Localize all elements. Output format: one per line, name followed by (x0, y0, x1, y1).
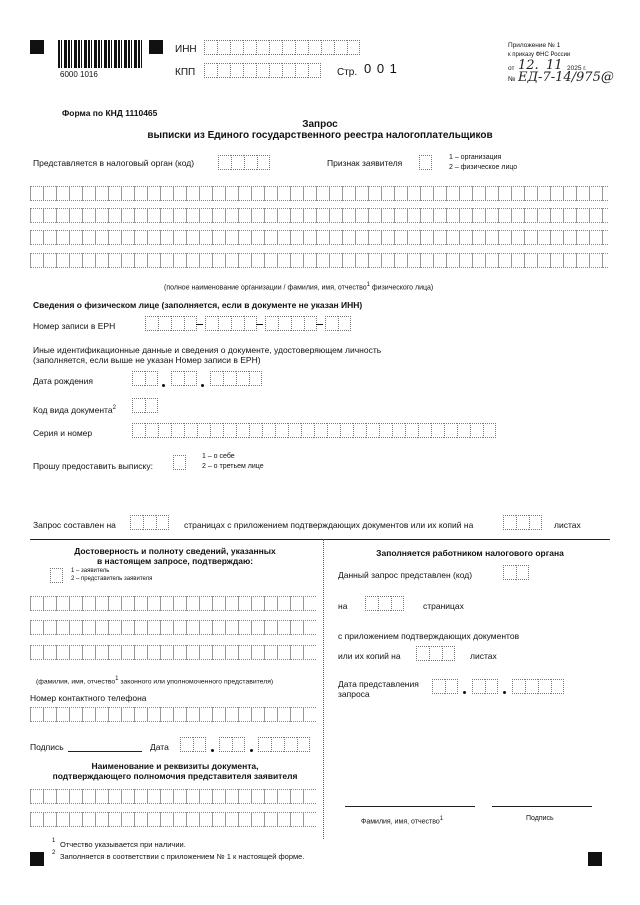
fio-row-2[interactable] (30, 620, 316, 635)
birth-month-field[interactable] (171, 371, 197, 386)
org-name-row-2[interactable] (30, 208, 608, 223)
footnote-1-text: Отчество указывается при наличии. (60, 840, 186, 849)
auth-doc-title-line2: подтверждающего полномочия представителя заявителя (52, 771, 298, 781)
submit-day-field[interactable] (432, 679, 458, 694)
other-ident-line1: Иные идентификационные данные и сведения о документе, удостоверяющем личность (33, 345, 382, 355)
pages-count-field[interactable] (130, 515, 169, 530)
auth-doc-title-line1: Наименование и реквизиты документа, (91, 761, 259, 771)
appendix-year: 2025 г. (567, 65, 587, 72)
applicant-option-2: 2 – физическое лицо (449, 164, 518, 171)
appendix-number: ЕД-7-14/975@ (518, 70, 614, 85)
employee-signature-label: Подпись (526, 815, 554, 822)
barcode-number: 6000 1016 (60, 70, 98, 79)
applicant-sign-field[interactable] (419, 155, 432, 170)
employee-fio-line[interactable] (345, 806, 475, 807)
column-divider (323, 539, 324, 839)
footnote-2-text: Заполняется в соответствии с приложением № 1 к настоящей форме. (60, 852, 305, 861)
ern-label: Номер записи в ЕРН (33, 321, 116, 331)
corner-marker-bottom-left (30, 852, 44, 866)
title-line1: Запрос (302, 119, 338, 130)
submit-date-label-line2: запроса (338, 689, 370, 699)
submitted-label: Данный запрос представлен (код) (338, 570, 473, 580)
ern-field-part4[interactable] (325, 316, 351, 331)
corner-marker-top-left (30, 40, 44, 54)
confirm-role-field[interactable] (50, 568, 63, 583)
tax-authority-code-field[interactable] (218, 155, 270, 170)
org-name-caption: (полное наименование организации / фамилия, имя, отчество$^1$ физического лица) (164, 282, 434, 292)
tax-authority-label: Представляется в налоговый орган (код) (33, 158, 195, 168)
other-ident-line2: (заполняется, если выше не указан Номер записи в ЕРН) (33, 355, 261, 365)
submit-year-field[interactable] (512, 679, 564, 694)
fio-caption: (фамилия, имя, отчество$^1$ законного или уполномоченного представителя) (36, 676, 274, 686)
right-title: Заполняется работником налогового органа (376, 548, 564, 558)
doc-type-field[interactable] (132, 398, 158, 413)
submit-date-dot-1 (463, 691, 466, 694)
submit-date-label-line1: Дата представления (338, 679, 419, 689)
birth-date-label: Дата рождения (33, 376, 93, 386)
birth-year-field[interactable] (210, 371, 262, 386)
section-divider (30, 539, 610, 540)
kpp-field[interactable] (204, 63, 321, 78)
page-number: 0 0 1 (364, 61, 398, 76)
appendix-line2: к приказу ФНС России (508, 52, 571, 58)
submit-date-dot-2 (503, 691, 506, 694)
sign-year-field[interactable] (258, 737, 310, 752)
footnote-2-num: 2 (52, 850, 56, 856)
extract-request-field[interactable] (173, 455, 186, 470)
form-code: Форма по КНД 1110465 (62, 108, 158, 118)
sign-date-dot-2 (250, 749, 253, 752)
phone-label: Номер контактного телефона (30, 693, 147, 703)
auth-doc-row-2[interactable] (30, 812, 316, 827)
right-pages-field[interactable] (365, 596, 404, 611)
kpp-label: КПП (175, 67, 196, 78)
org-name-row-4[interactable] (30, 253, 608, 268)
birth-day-field[interactable] (132, 371, 158, 386)
title-line2: выписки из Единого государственного реестра налогоплательщиков (147, 130, 493, 141)
confirm-role-option-2: 2 – представитель заявителя (71, 576, 153, 582)
page-label: Стр. (337, 67, 358, 78)
right-pages-label: страницах (423, 601, 464, 611)
left-title-line2: в настоящем запросе, подтверждаю: (96, 556, 254, 566)
birth-date-dot-1 (162, 384, 165, 387)
sign-day-field[interactable] (180, 737, 206, 752)
extract-option-2: 2 – о третьем лице (202, 463, 264, 470)
pages-mid-text: страницах с приложением подтверждающих документов или их копий на (184, 520, 474, 530)
applicant-option-1: 1 – организация (449, 154, 502, 161)
appendix-line1: Приложение № 1 (508, 42, 561, 49)
sign-date-dot-1 (211, 749, 214, 752)
appendix-number-prefix: № (508, 76, 516, 83)
employee-signature-line[interactable] (492, 806, 592, 807)
extract-request-label: Прошу предоставить выписку: (33, 461, 153, 471)
corner-marker-bottom-right (588, 852, 602, 866)
copies-label: или их копий на (338, 651, 401, 661)
fio-row-3[interactable] (30, 645, 316, 660)
ern-field-part2[interactable] (205, 316, 257, 331)
barcode (58, 40, 142, 68)
appendix-month: 11 (546, 58, 563, 73)
inn-label: ИНН (175, 44, 197, 55)
birth-date-dot-2 (201, 384, 204, 387)
footnote-1-num: 1 (52, 838, 56, 844)
on-label: на (338, 601, 348, 611)
extract-option-1: 1 – о себе (202, 453, 235, 460)
submit-month-field[interactable] (472, 679, 498, 694)
applicant-sign-label: Признак заявителя (327, 158, 403, 168)
fio-row-1[interactable] (30, 596, 316, 611)
sheets-count-field[interactable] (503, 515, 542, 530)
doc-type-label: Код вида документа$^2$ (33, 404, 116, 415)
left-title-line1: Достоверность и полноту сведений, указанных (74, 546, 276, 556)
ern-field-part1[interactable] (145, 316, 197, 331)
ern-dash-1 (196, 324, 203, 325)
inn-field[interactable] (204, 40, 360, 55)
signature-label: Подпись (30, 742, 64, 752)
with-docs-label: с приложением подтверждающих документов (338, 631, 520, 641)
pages-label: Запрос составлен на (33, 520, 116, 530)
appendix-day: 12. (518, 58, 539, 73)
series-number-label: Серия и номер (33, 428, 93, 438)
right-sheets-label: листах (470, 651, 497, 661)
signature-line[interactable] (68, 751, 142, 752)
phone-field[interactable] (30, 707, 316, 722)
submitted-code-field[interactable] (503, 565, 529, 580)
appendix-date-prefix: от (508, 65, 515, 72)
ern-field-part3[interactable] (265, 316, 317, 331)
auth-doc-row-1[interactable] (30, 789, 316, 804)
ern-dash-3 (316, 324, 323, 325)
person-section-title: Сведения о физическом лице (заполняется, если в документе не указан ИНН) (33, 300, 363, 310)
org-name-row-3[interactable] (30, 230, 608, 245)
employee-fio-label: Фамилия, имя, отчество$^1$ (361, 816, 444, 826)
pages-end-text: листах (554, 520, 581, 530)
right-sheets-field[interactable] (416, 646, 455, 661)
sign-month-field[interactable] (219, 737, 245, 752)
confirm-role-option-1: 1 – заявитель (71, 568, 110, 574)
corner-marker-top-mid (149, 40, 163, 54)
date-label: Дата (150, 742, 169, 752)
series-number-field[interactable] (132, 423, 496, 438)
ern-dash-2 (256, 324, 263, 325)
org-name-row-1[interactable] (30, 186, 608, 201)
